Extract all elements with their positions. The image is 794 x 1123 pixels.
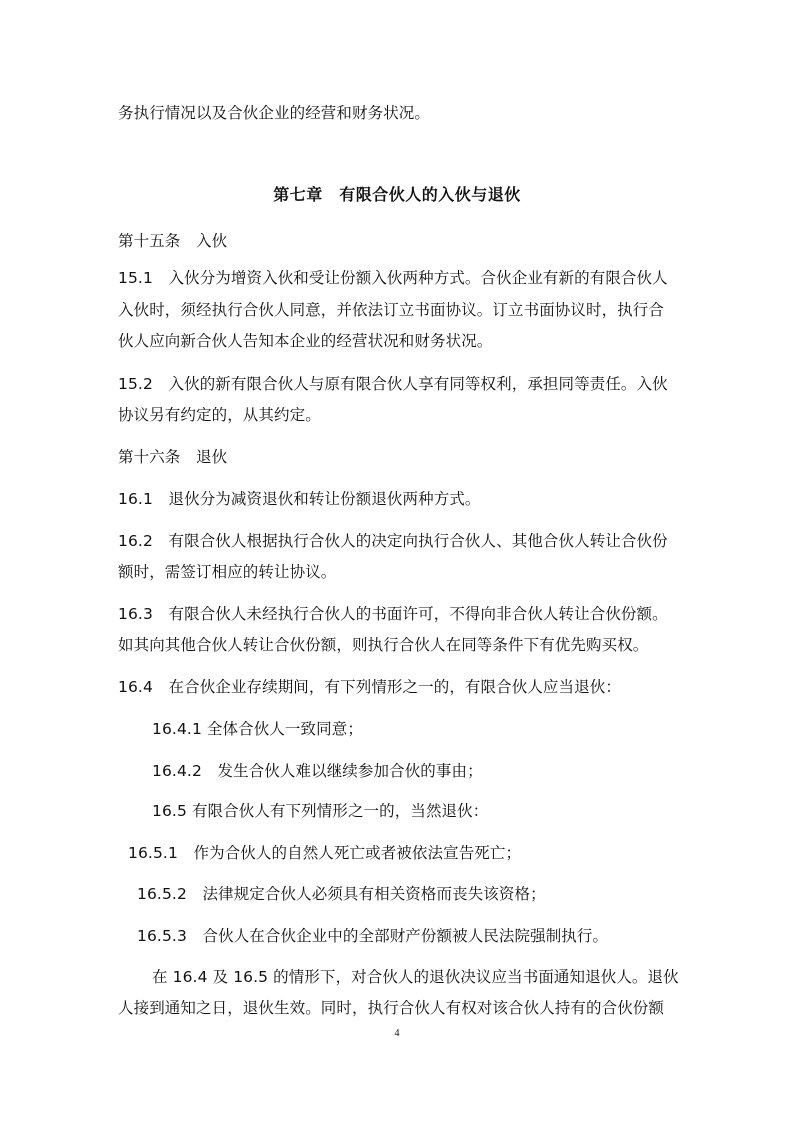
clause-16-1: 16.1 退伙分为减资退伙和转让份额退伙两种方式。 <box>118 490 481 508</box>
clause-16-5-2: 16.5.2 法律规定合伙人必须具有相关资格而丧失该资格； <box>137 885 546 903</box>
clause-15-1-line-2: 入伙时，须经执行合伙人同意，并依法订立书面协议。订立书面协议时，执行合 <box>118 301 665 319</box>
clause-15-2-line-2: 协议另有约定的，从其约定。 <box>118 406 321 424</box>
article-16-heading: 第十六条 退伙 <box>118 448 228 466</box>
clause-16-6-line-2: 人接到通知之日，退伙生效。同时，执行合伙人有权对该合伙人持有的合伙份额 <box>118 999 665 1017</box>
clause-16-2-line-1: 16.2 有限合伙人根据执行合伙人的决定向执行合伙人、其他合伙人转让合伙份 <box>118 532 668 550</box>
clause-16-4: 16.4 在合伙企业存续期间，有下列情形之一的，有限合伙人应当退伙： <box>118 678 621 696</box>
clause-16-3-line-2: 如其向其他合伙人转让合伙份额，则执行合伙人在同等条件下有优先购买权。 <box>118 636 649 654</box>
clause-16-2-line-2: 额时，需签订相应的转让协议。 <box>118 563 337 581</box>
clause-15-2-line-1: 15.2 入伙的新有限合伙人与原有限合伙人享有同等权利，承担同等责任。入伙 <box>118 375 668 393</box>
article-15-heading: 第十五条 入伙 <box>118 232 228 250</box>
continued-paragraph-line: 务执行情况以及合伙企业的经营和财务状况。 <box>118 104 431 122</box>
clause-16-3-line-1: 16.3 有限合伙人未经执行合伙人的书面许可，不得向非合伙人转让合伙份额。 <box>118 605 668 623</box>
page-number: 4 <box>394 1028 400 1039</box>
clause-16-5-1: 16.5.1 作为合伙人的自然人死亡或者被依法宣告死亡； <box>128 844 522 862</box>
clause-16-5-3: 16.5.3 合伙人在合伙企业中的全部财产份额被人民法院强制执行。 <box>137 927 609 945</box>
clause-16-4-2: 16.4.2 发生合伙人难以继续参加合伙的事由； <box>152 762 483 780</box>
chapter-title: 第七章 有限合伙人的入伙与退伙 <box>273 185 521 204</box>
clause-15-1-line-1: 15.1 入伙分为增资入伙和受让份额入伙两种方式。合伙企业有新的有限合伙人 <box>118 269 668 287</box>
clause-16-6-line-1: 在 16.4 及 16.5 的情形下，对合伙人的退伙决议应当书面通知退伙人。退伙 <box>152 968 679 986</box>
clause-15-1-line-3: 伙人应向新合伙人告知本企业的经营状况和财务状况。 <box>118 332 493 350</box>
clause-16-4-1: 16.4.1 全体合伙人一致同意； <box>152 720 363 738</box>
clause-16-5: 16.5 有限合伙人有下列情形之一的，当然退伙： <box>152 802 489 820</box>
